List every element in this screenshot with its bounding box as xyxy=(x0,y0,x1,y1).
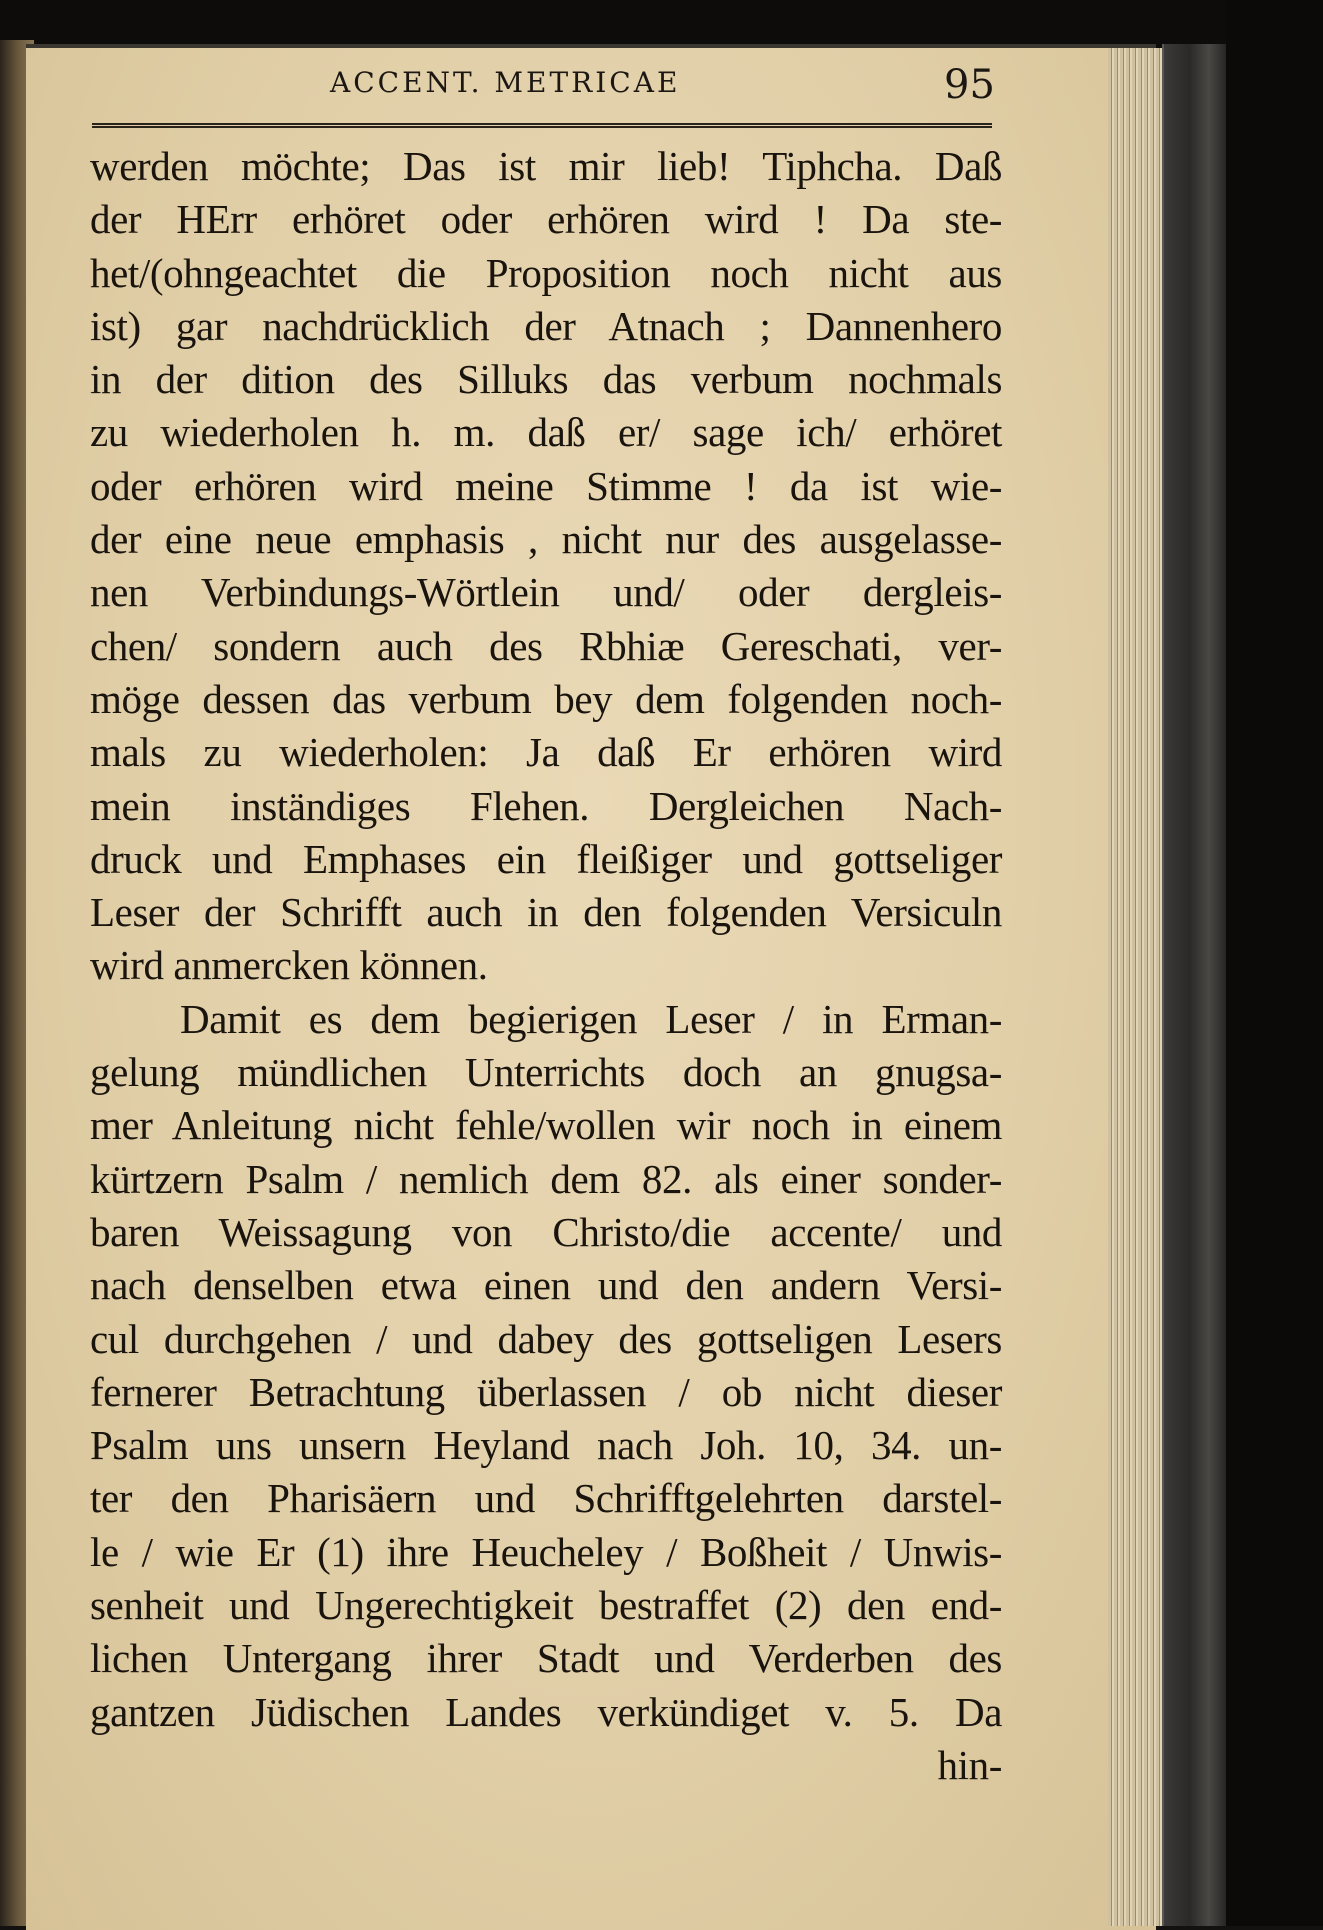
text-line: het/(ohngeachtet die Proposition noch nicht aus xyxy=(90,249,1002,296)
text-line: Damit es dem begierigen Leser / in Erman- xyxy=(180,995,1002,1042)
text-line: ter den Pharisäern und Schrifftgelehrten darstel- xyxy=(90,1475,1002,1522)
text-line: senheit und Ungerechtigkeit bestraffet (2) den end- xyxy=(90,1582,1002,1629)
book-cover-edge xyxy=(1162,44,1228,1926)
page-number: 95 xyxy=(944,62,995,108)
text-line: fernerer Betrachtung überlassen / ob nicht dieser xyxy=(90,1368,1002,1415)
text-line: mer Anleitung nicht fehle/wollen wir noch in einem xyxy=(90,1102,1002,1149)
text-line: der HErr erhöret oder erhören wird ! Da ste- xyxy=(90,196,1002,243)
text-line: gantzen Jüdischen Landes verkündiget v. 5. Da xyxy=(90,1688,1002,1735)
text-line: le / wie Er (1) ihre Heucheley / Boßheit / Unwis- xyxy=(90,1528,1002,1575)
text-line: zu wiederholen h. m. daß er/ sage ich/ erhöret xyxy=(90,409,1002,456)
catchword: hin- xyxy=(937,1741,1002,1788)
text-line: gelung mündlichen Unterrichts doch an gnugsa- xyxy=(90,1049,1002,1096)
page-edges xyxy=(1108,48,1164,1926)
scan-background-right xyxy=(1226,0,1323,1926)
text-line: chen/ sondern auch des Rbhiæ Gereschati, ver- xyxy=(90,622,1002,669)
body-text xyxy=(90,140,1002,1792)
text-line: mein inständiges Flehen. Dergleichen Nach- xyxy=(90,782,1002,829)
text-line: cul durchgehen / und dabey des gottseligen Lesers xyxy=(90,1315,1002,1362)
text-line: nen Verbindungs-Wörtlein und/ oder dergleis- xyxy=(90,569,1002,616)
text-line: druck und Emphases ein fleißiger und gottseliger xyxy=(90,835,1002,882)
text-line: der eine neue emphasis , nicht nur des ausgelasse- xyxy=(90,516,1002,563)
text-line: Leser der Schrifft auch in den folgenden Versiculn xyxy=(90,889,1002,936)
text-line: lichen Untergang ihrer Stadt und Verderben des xyxy=(90,1635,1002,1682)
scan-background-top xyxy=(0,0,1323,48)
text-line: werden möchte; Das ist mir lieb! Tiphcha. Daß xyxy=(90,143,1002,189)
text-line: mals zu wiederholen: Ja daß Er erhören wird xyxy=(90,729,1002,776)
text-line: oder erhören wird meine Stimme ! da ist wie- xyxy=(90,462,1002,509)
text-line: baren Weissagung von Christo/die accente/ und xyxy=(90,1208,1002,1255)
text-line: kürtzern Psalm / nemlich dem 82. als einer sonder- xyxy=(90,1155,1002,1202)
running-title: ACCENT. METRICAE xyxy=(330,66,681,99)
text-line: ist) gar nachdrücklich der Atnach ; Dannenhero xyxy=(90,302,1002,349)
text-line: wird anmercken können. xyxy=(90,942,488,989)
text-line: nach denselben etwa einen und den andern Versi- xyxy=(90,1262,1002,1309)
header-rule xyxy=(92,123,992,128)
text-line: Psalm uns unsern Heyland nach Joh. 10, 34. un- xyxy=(90,1422,1002,1469)
text-line: möge dessen das verbum bey dem folgenden noch- xyxy=(90,675,1002,722)
text-line: in der dition des Silluks das verbum nochmals xyxy=(90,356,1002,403)
